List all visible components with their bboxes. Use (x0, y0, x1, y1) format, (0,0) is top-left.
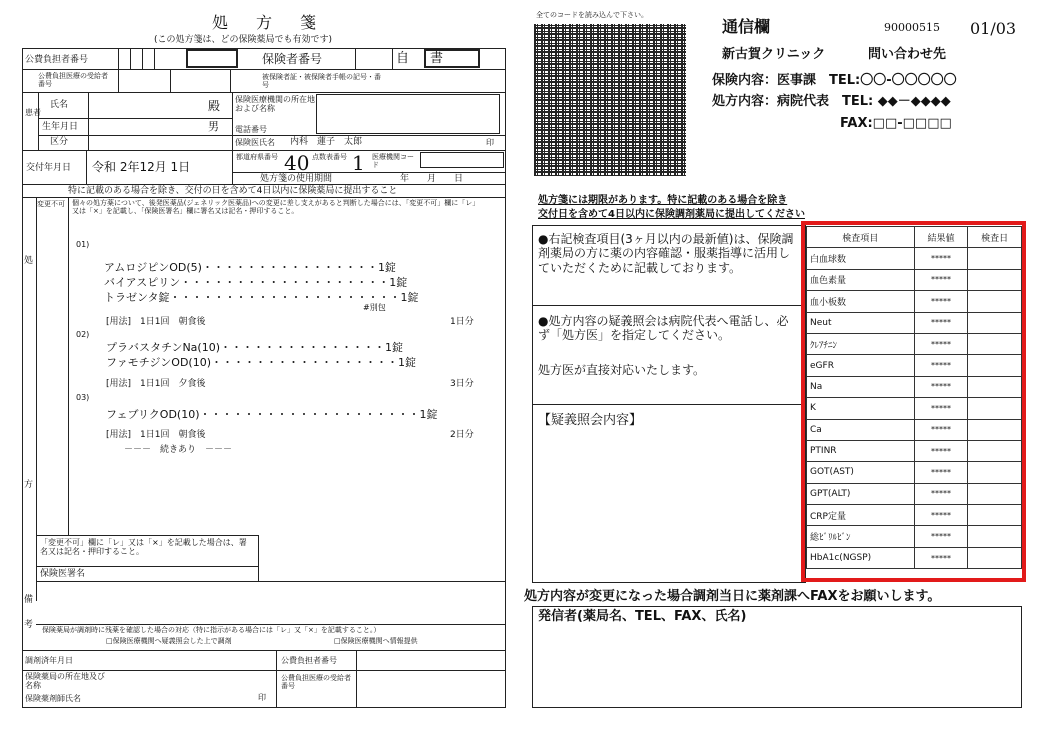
birthdate-label: 生年月日 (42, 122, 79, 132)
drug-2: バイアスピリン・・・・・・・・・・・・・・・・・・・1錠 (104, 276, 408, 289)
lab-note: ●右記検査項目(3ヶ月以内の最新値)は、保険調剤薬局の方に薬の内容確認・服薬指導に活用していただくために記載しております。 (538, 232, 794, 275)
lab-value: ***** (914, 440, 968, 461)
lab-item: 血小板数 (807, 291, 915, 312)
expiry-note-1: 処方箋には期限があります。特に記載のある場合を除き (538, 195, 788, 206)
lab-value: ***** (914, 419, 968, 440)
no-change-note: 「変更不可」欄に「レ」又は「×」を記載した場合は、署名又は記名・押印すること。 (40, 538, 247, 557)
lab-item: 総ﾋﾞﾘﾙﾋﾞﾝ (807, 526, 915, 547)
lab-header-value: 結果値 (914, 227, 968, 248)
rx-side-label-2: 方 (24, 480, 34, 490)
lab-value: ***** (914, 312, 968, 333)
honorific: 殿 (208, 99, 221, 113)
lab-item: GOT(AST) (807, 462, 915, 483)
lab-value: ***** (914, 526, 968, 547)
fax-contact: FAX:□□-□□□□ (840, 116, 952, 131)
days-3: 2日分 (450, 430, 474, 440)
point-label: 点数表番号 (312, 153, 347, 161)
insurance-contact: 保険内容：医事課 TEL:〇〇-〇〇〇〇〇 (712, 73, 957, 88)
pharmacist-seal: 印 (258, 693, 266, 702)
lab-value: ***** (914, 547, 968, 568)
rx-number-2: 02) (76, 330, 90, 339)
no-change-label: 変更不可 (37, 200, 65, 208)
doctor-name-label: 保険医氏名 (235, 138, 275, 147)
lab-value: ***** (914, 398, 968, 419)
contact-heading: 問い合わせ先 (868, 47, 947, 62)
remarks-side-label: 備 (24, 595, 34, 605)
separate-pack: #別包 (363, 303, 386, 312)
days-2: 3日分 (450, 379, 474, 389)
inquiry-note-2: 処方医が直接対応いたします。 (538, 363, 706, 377)
inquiry-heading: 【疑義照会内容】 (538, 413, 643, 428)
rx-side-label: 処 (24, 256, 34, 266)
payer-number-label: 公費負担者番号 (25, 55, 89, 65)
pharmacy-address-label: 保険薬局の所在地及び名称 (25, 672, 105, 691)
doctor-sign-label: 保険医署名 (40, 569, 86, 579)
insured-card-label: 被保険者証・被保険者手帳の記号・番号 (262, 73, 381, 90)
prescription-title: 処 方 箋 (212, 13, 323, 32)
generic-note: 個々の処方薬について、後発医薬品(ジェネリック医薬品)への変更に差し支えがあると判断した場合には、「変更不可」欄に「レ」又は「×」を記載し、「保険医署名」欄に署名又は記名・押印すること。 (72, 199, 480, 216)
qr-caption: 全てのコードを読み込んで下さい。 (536, 11, 648, 19)
lab-item: CRP定量 (807, 505, 915, 526)
drug-6: フェブリクOD(10)・・・・・・・・・・・・・・・・・・・・1錠 (106, 408, 438, 421)
rx-number-1: 01) (76, 240, 90, 249)
remarks-side-label-2: 考 (24, 620, 34, 630)
payer-number-label-2: 公費負担者番号 (281, 656, 337, 665)
self-label: 自 (396, 51, 410, 66)
prefecture-number: 40 (284, 151, 310, 175)
lab-value: ***** (914, 291, 968, 312)
expiry-note-2: 交付日を含めて4日以内に保険調剤薬局に提出してください (538, 209, 805, 220)
insurer-number-label: 保険者番号 (262, 52, 323, 66)
drug-3: トラゼンタ錠・・・・・・・・・・・・・・・・・・・・・1錠 (104, 291, 419, 304)
deadline-note: 特に記載のある場合を除き、交付の日を含めて4日以内に保険薬局に提出すること (68, 186, 398, 196)
prescription-subtitle: (この処方箋は、どの保険薬局でも有効です) (154, 35, 333, 45)
issue-date-label: 交付年月日 (26, 163, 72, 173)
rx-contact: 処方内容：病院代表 TEL: ◆◆－◆◆◆◆ (712, 94, 951, 109)
category-label: 区分 (50, 137, 69, 147)
qr-code-icon (534, 24, 686, 176)
lab-item: GPT(ALT) (807, 483, 915, 504)
clinic-name: 新古賀クリニック (722, 47, 826, 62)
lab-item: 白血球数 (807, 248, 915, 269)
doctor-name: 内科 蓮子 太郎 (290, 137, 363, 147)
lab-value: ***** (914, 505, 968, 526)
doctor-seal: 印 (486, 138, 494, 147)
drug-5: ファモチジンOD(10)・・・・・・・・・・・・・・・・・1錠 (106, 356, 416, 369)
change-note: 処方内容が変更になった場合調剤当日に薬剤課へFAXをお願いします。 (524, 589, 941, 604)
lab-header-item: 検査項目 (807, 227, 915, 248)
lab-item: PTINR (807, 440, 915, 461)
lab-item: K (807, 398, 915, 419)
lab-value: ***** (914, 269, 968, 290)
lab-item: Ca (807, 419, 915, 440)
facility-address-box (316, 94, 500, 134)
comm-title: 通信欄 (722, 17, 771, 36)
dispense-date-label: 調剤済年月日 (25, 656, 73, 665)
pharmacy-option-1: □保険医療機関へ疑義照会した上で調剤 (106, 637, 232, 645)
lab-value: ***** (914, 376, 968, 397)
sex-label: 男 (208, 120, 219, 133)
lab-value: ***** (914, 333, 968, 354)
lab-item: eGFR (807, 355, 915, 376)
facility-address-label: 保険医療機関の所在地および名称 (235, 95, 315, 114)
lab-item: HbA1c(NGSP) (807, 547, 915, 568)
validity-date: 年 月 日 (400, 174, 464, 184)
validity-label: 処方箋の使用期間 (260, 174, 333, 184)
lab-value: ***** (914, 355, 968, 376)
prefecture-label: 都道府県番号 (236, 153, 278, 161)
lab-item: 血色素量 (807, 269, 915, 290)
patient-side-label: 患者 (25, 108, 41, 117)
insurer-code: 書 (430, 51, 444, 66)
continued-note: －－－ 続きあり －－－ (124, 445, 233, 455)
comm-page: 01/03 (970, 19, 1017, 38)
lab-item: Neut (807, 312, 915, 333)
drug-1: アムロジピンOD(5)・・・・・・・・・・・・・・・・1錠 (104, 261, 396, 274)
lab-item: ｸﾚｱﾁﾆﾝ (807, 333, 915, 354)
usage-3: [用法] 1日1回 朝食後 (106, 430, 206, 440)
recipient-number-label-2: 公費負担医療の受給者番号 (281, 674, 351, 691)
usage-2: [用法] 1日1回 夕食後 (106, 379, 206, 389)
pharmacist-label: 保険薬剤師氏名 (25, 694, 81, 703)
drug-4: プラバスタチンNa(10)・・・・・・・・・・・・・・・1錠 (106, 341, 403, 354)
phone-label: 電話番号 (235, 125, 267, 134)
issue-date: 令和 2年12月 1日 (92, 160, 191, 174)
pharmacy-option-2: □保険医療機関へ情報提供 (334, 637, 418, 645)
inquiry-note-1: ●処方内容の疑義照会は病院代表へ電話し、必ず「処方医」を指定してください。 (538, 314, 789, 343)
sender-label: 発信者(薬局名、TEL、FAX、氏名) (538, 609, 747, 624)
lab-highlight-frame (801, 221, 1026, 582)
comm-code: 90000515 (884, 21, 940, 34)
days-1: 1日分 (450, 317, 474, 327)
lab-item: Na (807, 376, 915, 397)
lab-header-date: 検査日 (968, 227, 1022, 248)
pharmacy-note: 保険薬局が調剤時に残薬を確認した場合の対応（特に指示がある場合には「レ」又「×」を記載すること。） (42, 626, 381, 634)
lab-value: ***** (914, 462, 968, 483)
point-number: 1 (352, 151, 365, 175)
recipient-number-label: 公費負担医療の受給者番号 (38, 72, 108, 89)
facility-code-label: 医療機関コード (372, 153, 414, 170)
name-label: 氏名 (50, 100, 69, 110)
rx-number-3: 03) (76, 393, 90, 402)
lab-value: ***** (914, 483, 968, 504)
usage-1: [用法] 1日1回 朝食後 (106, 317, 206, 327)
lab-value: ***** (914, 248, 968, 269)
